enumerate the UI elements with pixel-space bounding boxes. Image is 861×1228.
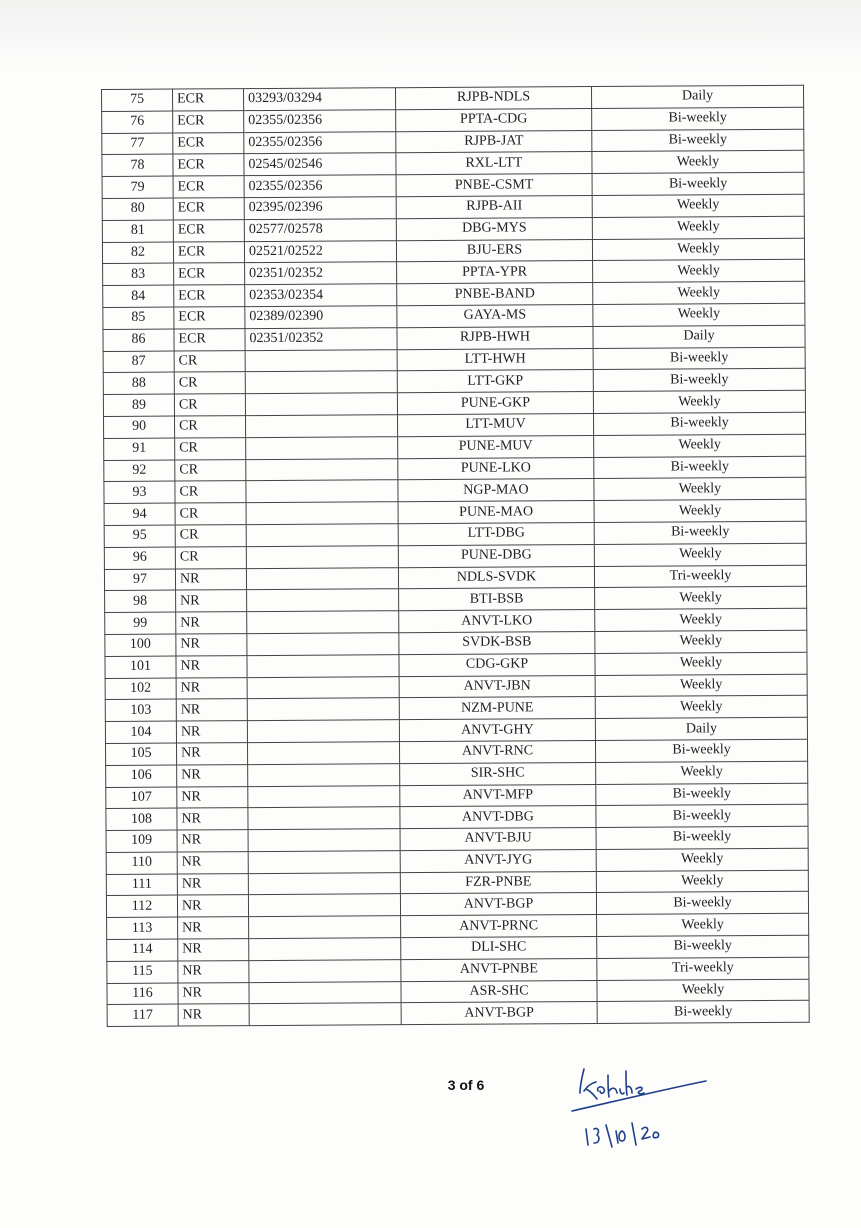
railway-zone-cell: ECR — [173, 110, 244, 132]
railway-zone-cell: NR — [177, 873, 248, 895]
frequency-cell: Bi-weekly — [593, 412, 805, 435]
railway-zone-cell: NR — [177, 808, 248, 830]
train-number-cell: 02355/02356 — [244, 175, 396, 198]
frequency-cell: Weekly — [593, 260, 805, 283]
train-number-cell — [246, 458, 398, 481]
railway-zone-cell: CR — [175, 525, 246, 547]
railway-zone-cell: NR — [176, 743, 247, 765]
frequency-cell: Bi-weekly — [592, 107, 804, 130]
railway-zone-cell: ECR — [173, 241, 244, 263]
serial-number-cell: 77 — [102, 133, 173, 155]
serial-number-cell: 88 — [103, 372, 174, 394]
origin-destination-cell: ANVT-JYG — [400, 849, 596, 872]
railway-zone-cell: NR — [178, 1004, 249, 1026]
railway-zone-cell: NR — [177, 830, 248, 852]
origin-destination-cell: RJPB-JAT — [396, 130, 592, 153]
train-number-cell — [248, 763, 400, 786]
railway-zone-cell: CR — [174, 372, 245, 394]
serial-number-cell: 94 — [104, 503, 175, 525]
frequency-cell: Bi-weekly — [597, 1001, 809, 1024]
origin-destination-cell: ANVT-PRNC — [401, 915, 597, 938]
origin-destination-cell: ANVT-RNC — [399, 740, 595, 763]
frequency-cell: Bi-weekly — [596, 826, 808, 849]
railway-zone-cell: NR — [175, 568, 246, 590]
serial-number-cell: 116 — [107, 983, 178, 1005]
origin-destination-cell: BTI-BSB — [399, 588, 595, 611]
train-number-cell: 02355/02356 — [244, 109, 396, 132]
train-number-cell — [249, 938, 401, 961]
train-number-cell — [246, 545, 398, 568]
origin-destination-cell: DLI-SHC — [401, 937, 597, 960]
serial-number-cell: 113 — [107, 917, 178, 939]
train-number-cell — [246, 502, 398, 525]
frequency-cell: Weekly — [593, 281, 805, 304]
railway-zone-cell: ECR — [173, 219, 244, 241]
origin-destination-cell: FZR-PNBE — [400, 871, 596, 894]
origin-destination-cell: BJU-ERS — [396, 239, 592, 262]
railway-zone-cell: CR — [175, 481, 246, 503]
railway-zone-cell: ECR — [174, 285, 245, 307]
serial-number-cell: 84 — [103, 285, 174, 307]
page-number: 3 of 6 — [447, 1077, 485, 1093]
train-number-cell: 03293/03294 — [244, 88, 396, 111]
serial-number-cell: 86 — [103, 329, 174, 351]
serial-number-cell: 93 — [104, 481, 175, 503]
origin-destination-cell: PUNE-MAO — [398, 501, 594, 524]
frequency-cell: Daily — [593, 325, 805, 348]
frequency-cell: Weekly — [592, 194, 804, 217]
origin-destination-cell: ANVT-BJU — [400, 828, 596, 851]
train-number-cell: 02389/02390 — [245, 306, 397, 329]
origin-destination-cell: RXL-LTT — [396, 152, 592, 175]
railway-zone-cell: NR — [176, 655, 247, 677]
frequency-cell: Weekly — [594, 478, 806, 501]
frequency-cell: Weekly — [597, 913, 809, 936]
train-number-cell — [247, 676, 399, 699]
serial-number-cell: 90 — [104, 416, 175, 438]
train-number-cell — [247, 654, 399, 677]
serial-number-cell: 79 — [102, 176, 173, 198]
train-number-cell — [248, 894, 400, 917]
signature-name-stroke — [580, 1069, 644, 1099]
origin-destination-cell: NZM-PUNE — [399, 697, 595, 720]
serial-number-cell: 80 — [102, 198, 173, 220]
frequency-cell: Weekly — [593, 303, 805, 326]
serial-number-cell: 96 — [104, 547, 175, 569]
serial-number-cell: 106 — [106, 765, 177, 787]
serial-number-cell: 99 — [105, 612, 176, 634]
frequency-cell: Daily — [591, 85, 803, 108]
railway-zone-cell: NR — [176, 612, 247, 634]
train-number-cell — [247, 742, 399, 765]
serial-number-cell: 76 — [102, 111, 173, 133]
origin-destination-cell: PPTA-CDG — [396, 108, 592, 131]
railway-zone-cell: NR — [177, 764, 248, 786]
origin-destination-cell: GAYA-MS — [397, 304, 593, 327]
train-number-cell — [248, 785, 400, 808]
train-number-cell — [247, 611, 399, 634]
origin-destination-cell: ANVT-BGP — [401, 1002, 597, 1025]
railway-zone-cell: NR — [176, 590, 247, 612]
frequency-cell: Weekly — [594, 434, 806, 457]
serial-number-cell: 82 — [102, 242, 173, 264]
railway-zone-cell: NR — [176, 677, 247, 699]
serial-number-cell: 102 — [105, 678, 176, 700]
frequency-cell: Bi-weekly — [592, 172, 804, 195]
train-number-cell — [245, 393, 397, 416]
serial-number-cell: 105 — [105, 743, 176, 765]
serial-number-cell: 83 — [103, 263, 174, 285]
frequency-cell: Weekly — [595, 608, 807, 631]
frequency-cell: Bi-weekly — [592, 129, 804, 152]
origin-destination-cell: CDG-GKP — [399, 653, 595, 676]
serial-number-cell: 81 — [102, 220, 173, 242]
origin-destination-cell: ANVT-GHY — [399, 719, 595, 742]
railway-zone-cell: CR — [174, 394, 245, 416]
origin-destination-cell: NGP-MAO — [398, 479, 594, 502]
serial-number-cell: 103 — [105, 699, 176, 721]
origin-destination-cell: SVDK-BSB — [399, 631, 595, 654]
origin-destination-cell: SIR-SHC — [400, 762, 596, 785]
frequency-cell: Weekly — [595, 652, 807, 675]
origin-destination-cell: PNBE-BAND — [397, 283, 593, 306]
origin-destination-cell: PNBE-CSMT — [396, 174, 592, 197]
serial-number-cell: 104 — [105, 721, 176, 743]
origin-destination-cell: PUNE-GKP — [397, 392, 593, 415]
serial-number-cell: 92 — [104, 460, 175, 482]
frequency-cell: Weekly — [595, 630, 807, 653]
train-number-cell — [248, 807, 400, 830]
train-number-cell — [246, 524, 398, 547]
frequency-cell: Weekly — [596, 761, 808, 784]
train-number-cell: 02353/02354 — [245, 284, 397, 307]
railway-zone-cell: CR — [174, 416, 245, 438]
train-number-cell — [249, 981, 401, 1004]
origin-destination-cell: PUNE-LKO — [398, 457, 594, 480]
origin-destination-cell: LTT-HWH — [397, 348, 593, 371]
serial-number-cell: 111 — [106, 874, 177, 896]
train-number-cell — [245, 371, 397, 394]
origin-destination-cell: DBG-MYS — [396, 217, 592, 240]
serial-number-cell: 95 — [104, 525, 175, 547]
train-number-cell — [246, 480, 398, 503]
frequency-cell: Weekly — [592, 238, 804, 261]
origin-destination-cell: RJPB-NDLS — [395, 87, 591, 110]
railway-zone-cell: ECR — [174, 328, 245, 350]
railway-zone-cell: CR — [175, 459, 246, 481]
serial-number-cell: 85 — [103, 307, 174, 329]
railway-zone-cell: NR — [178, 917, 249, 939]
railway-zone-cell: NR — [178, 939, 249, 961]
frequency-cell: Weekly — [596, 870, 808, 893]
railway-zone-cell: NR — [176, 699, 247, 721]
origin-destination-cell: ANVT-JBN — [399, 675, 595, 698]
frequency-cell: Weekly — [595, 587, 807, 610]
frequency-cell: Bi-weekly — [596, 804, 808, 827]
serial-number-cell: 114 — [107, 939, 178, 961]
handwritten-signature — [566, 1055, 726, 1165]
serial-number-cell: 115 — [107, 961, 178, 983]
railway-zone-cell: NR — [178, 960, 249, 982]
origin-destination-cell: ANVT-LKO — [399, 610, 595, 633]
frequency-cell: Weekly — [592, 151, 804, 174]
frequency-cell: Bi-weekly — [594, 521, 806, 544]
train-number-cell — [247, 720, 399, 743]
frequency-cell: Weekly — [593, 390, 805, 413]
railway-zone-cell: ECR — [173, 132, 244, 154]
railway-zone-cell: ECR — [173, 154, 244, 176]
table-row — [107, 1001, 809, 1027]
railway-zone-cell: CR — [174, 350, 245, 372]
serial-number-cell: 98 — [105, 590, 176, 612]
railway-zone-cell: NR — [176, 634, 247, 656]
frequency-cell: Tri-weekly — [594, 565, 806, 588]
frequency-cell: Bi-weekly — [593, 347, 805, 370]
train-number-cell — [247, 589, 399, 612]
train-schedule-body — [102, 85, 810, 1027]
origin-destination-cell: ANVT-MFP — [400, 784, 596, 807]
origin-destination-cell: ANVT-BGP — [400, 893, 596, 916]
frequency-cell: Weekly — [597, 979, 809, 1002]
railway-zone-cell: NR — [178, 982, 249, 1004]
railway-zone-cell: CR — [175, 546, 246, 568]
train-number-cell: 02521/02522 — [244, 240, 396, 263]
frequency-cell: Weekly — [596, 848, 808, 871]
serial-number-cell: 87 — [103, 351, 174, 373]
serial-number-cell: 110 — [106, 852, 177, 874]
serial-number-cell: 78 — [102, 154, 173, 176]
train-number-cell — [245, 415, 397, 438]
origin-destination-cell: LTT-MUV — [397, 413, 593, 436]
train-number-cell — [247, 633, 399, 656]
railway-zone-cell: ECR — [173, 89, 244, 111]
frequency-cell: Bi-weekly — [596, 892, 808, 915]
train-number-cell — [249, 1003, 401, 1026]
serial-number-cell: 108 — [106, 808, 177, 830]
frequency-cell: Bi-weekly — [593, 369, 805, 392]
frequency-cell: Weekly — [595, 674, 807, 697]
train-number-cell: 02351/02352 — [245, 262, 397, 285]
railway-zone-cell: ECR — [174, 263, 245, 285]
train-number-cell: 02395/02396 — [244, 197, 396, 220]
frequency-cell: Bi-weekly — [597, 935, 809, 958]
railway-zone-cell: CR — [175, 437, 246, 459]
frequency-cell: Tri-weekly — [597, 957, 809, 980]
serial-number-cell: 89 — [103, 394, 174, 416]
serial-number-cell: 100 — [105, 634, 176, 656]
origin-destination-cell: LTT-DBG — [398, 522, 594, 545]
train-number-cell: 02545/02546 — [244, 153, 396, 176]
origin-destination-cell: PUNE-MUV — [398, 435, 594, 458]
train-number-cell: 02351/02352 — [245, 327, 397, 350]
origin-destination-cell: RJPB-HWH — [397, 326, 593, 349]
train-number-cell — [246, 436, 398, 459]
origin-destination-cell: ANVT-PNBE — [401, 958, 597, 981]
frequency-cell: Weekly — [595, 696, 807, 719]
train-number-cell — [247, 698, 399, 721]
serial-number-cell: 97 — [104, 569, 175, 591]
railway-zone-cell: CR — [175, 503, 246, 525]
railway-zone-cell: NR — [177, 852, 248, 874]
origin-destination-cell: NDLS-SVDK — [398, 566, 594, 589]
railway-zone-cell: NR — [176, 721, 247, 743]
frequency-cell: Weekly — [592, 216, 804, 239]
railway-zone-cell: ECR — [173, 176, 244, 198]
frequency-cell: Weekly — [594, 543, 806, 566]
frequency-cell: Bi-weekly — [596, 783, 808, 806]
train-number-cell — [245, 349, 397, 372]
serial-number-cell: 117 — [107, 1005, 178, 1027]
serial-number-cell: 112 — [106, 896, 177, 918]
signature-underline-stroke — [572, 1081, 706, 1111]
signature-date-stroke — [586, 1123, 659, 1147]
origin-destination-cell: ASR-SHC — [401, 980, 597, 1003]
origin-destination-cell: PPTA-YPR — [397, 261, 593, 284]
serial-number-cell: 75 — [102, 89, 173, 111]
train-number-cell — [249, 960, 401, 983]
train-number-cell: 02577/02578 — [244, 218, 396, 241]
frequency-cell: Bi-weekly — [594, 456, 806, 479]
train-number-cell — [249, 916, 401, 939]
train-number-cell: 02355/02356 — [244, 131, 396, 154]
serial-number-cell: 109 — [106, 830, 177, 852]
frequency-cell: Bi-weekly — [595, 739, 807, 762]
train-number-cell — [248, 829, 400, 852]
train-number-cell — [246, 567, 398, 590]
origin-destination-cell: LTT-GKP — [397, 370, 593, 393]
railway-zone-cell: NR — [177, 786, 248, 808]
serial-number-cell: 107 — [106, 787, 177, 809]
train-schedule-table — [101, 85, 810, 1028]
origin-destination-cell: RJPB-AII — [396, 195, 592, 218]
origin-destination-cell: PUNE-DBG — [398, 544, 594, 567]
train-number-cell — [248, 872, 400, 895]
railway-zone-cell: ECR — [174, 307, 245, 329]
page-top-shade — [0, 0, 861, 70]
serial-number-cell: 91 — [104, 438, 175, 460]
frequency-cell: Weekly — [594, 499, 806, 522]
railway-zone-cell: NR — [177, 895, 248, 917]
origin-destination-cell: ANVT-DBG — [400, 806, 596, 829]
frequency-cell: Daily — [595, 717, 807, 740]
train-number-cell — [248, 851, 400, 874]
serial-number-cell: 101 — [105, 656, 176, 678]
railway-zone-cell: ECR — [173, 198, 244, 220]
